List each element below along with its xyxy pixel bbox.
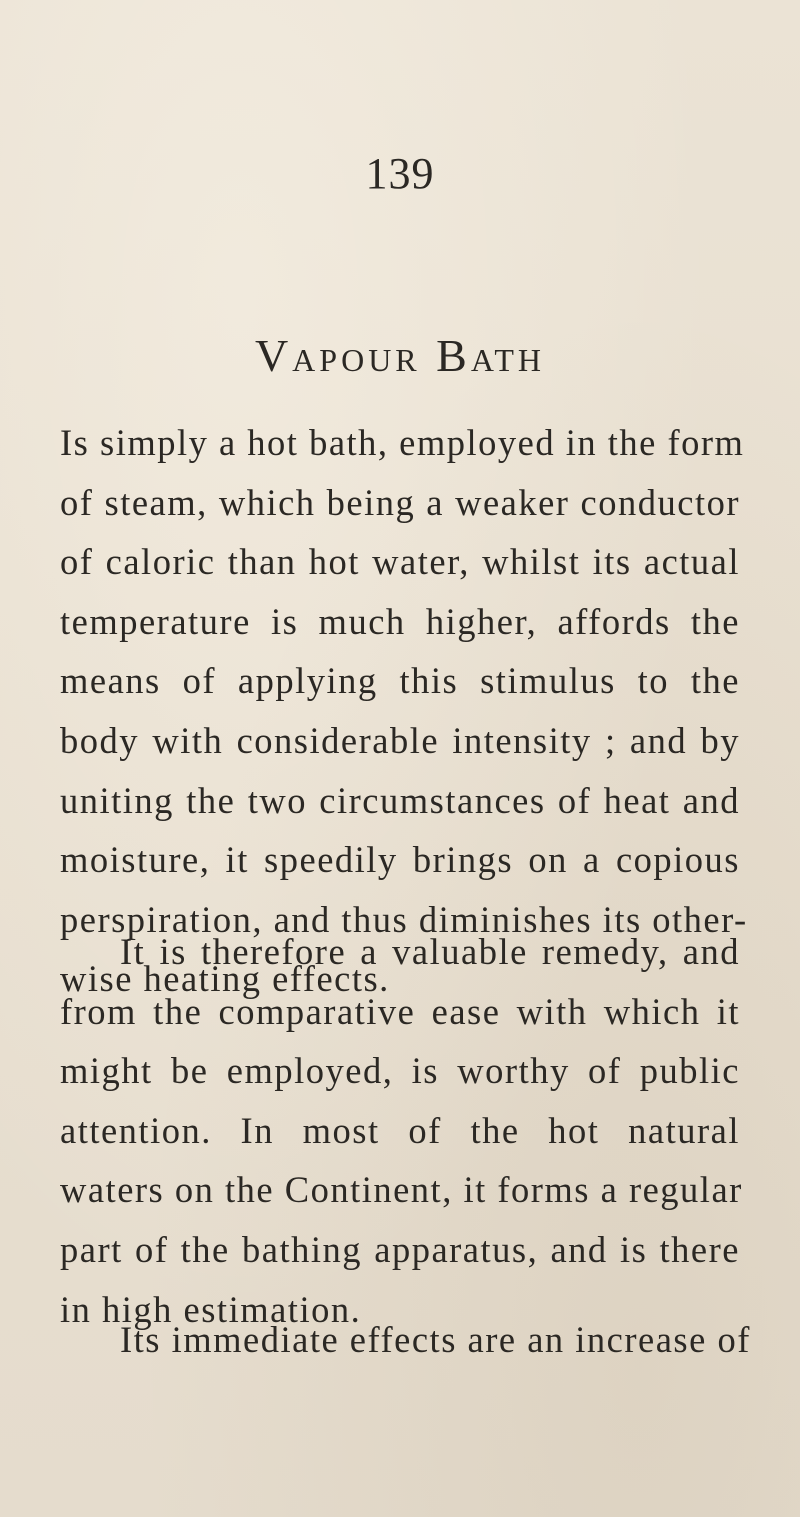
text-line: Its immediate effects are an increase of [120,1319,751,1360]
text-line: means of applying this stimulus to the [60,660,740,702]
text-line: of caloric than hot water, whilst its actual [60,541,740,583]
text-line: in high estimation. [60,1288,362,1330]
paragraph-1 [60,413,748,1009]
text-line: might be employed, is worthy of public [60,1050,740,1092]
text-line: part of the bathing apparatus, and is there [60,1228,740,1270]
text-line: uniting the two circumstances of heat and [60,779,740,821]
text-line: attention. In most of the hot natural [60,1109,740,1151]
text-line: moisture, it speedily brings on a copious [60,839,740,881]
text-line: of steam, which being a weaker conductor [60,481,740,523]
paragraph-2 [60,922,743,1339]
text-line: Is simply a hot bath, employed in the form [60,422,745,463]
section-heading: Vapour Bath [254,330,546,381]
text-line: wise heating effects. [60,958,390,1000]
text-line: temperature is much higher, affords the [60,600,740,642]
paragraph-3 [60,1310,751,1370]
page-number: 139 [365,149,435,198]
text-line: perspiration, and thus diminishes its other- [60,898,748,940]
text-line: waters on the Continent, it forms a regular [60,1169,743,1211]
text-line: from the comparative ease with which it [60,990,740,1032]
text-line: It is therefore a valuable remedy, and [120,931,740,972]
text-line: body with considerable intensity ; and by [60,719,740,761]
